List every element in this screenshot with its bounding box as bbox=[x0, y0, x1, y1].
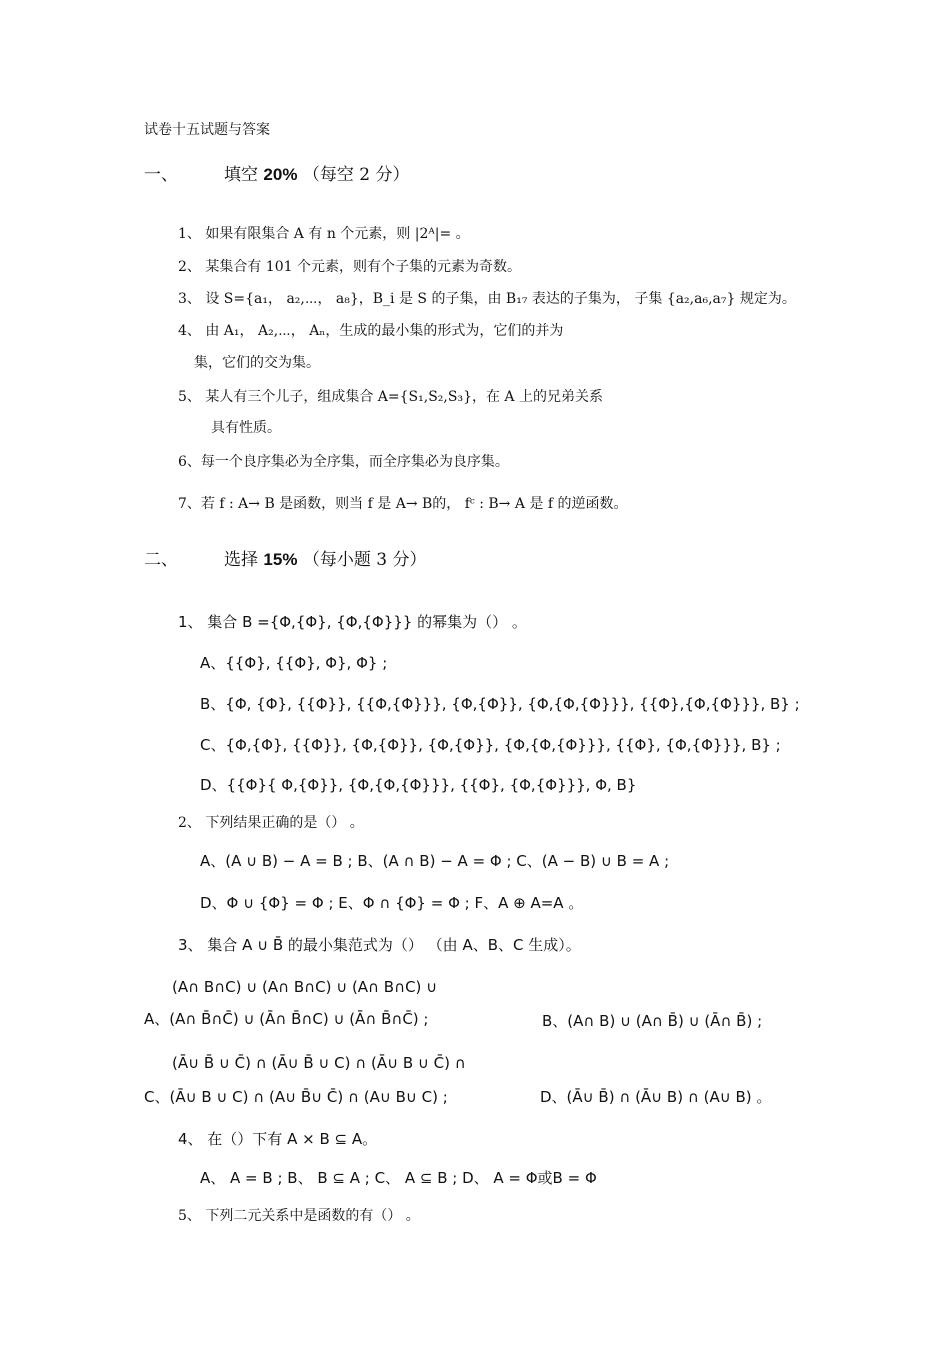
fill-question-5: 5、 某人有三个儿子，组成集合 A={S₁,S₂,S₃}，在 A 上的兄弟关系 bbox=[178, 389, 603, 405]
choice-q1-option-a: A、{{Φ}, {{Φ}, Φ}, Φ} ; bbox=[200, 654, 388, 672]
choice-q3-option-d: D、(Ā∪ B̄) ∩ (Ā∪ B) ∩ (A∪ B) 。 bbox=[540, 1088, 772, 1106]
choice-q3-option-a-line1: (A∩ B∩C) ∪ (A∩ B∩C) ∪ (A∩ B∩C) ∪ bbox=[172, 978, 438, 996]
fill-question-6: 6、每一个良序集必为全序集，而全序集必为良序集。 bbox=[178, 454, 509, 470]
fill-question-1: 1、 如果有限集合 A 有 n 个元素，则 |2ᴬ|= 。 bbox=[178, 226, 470, 242]
choice-q1-option-c: C、{Φ,{Φ}, {{Φ}}, {Φ,{Φ}}, {Φ,{Φ}}, {Φ,{Φ,{Φ}}}, {{Φ}, {Φ,{Φ}}}, B} ; bbox=[200, 736, 781, 754]
section-fill-heading bbox=[144, 163, 409, 187]
choice-q4-options: A、 A = B ; B、 B ⊆ A ; C、 A ⊆ B ; D、 A = Φ或B = Φ bbox=[200, 1169, 597, 1187]
fill-question-3: 3、 设 S={a₁， a₂,⋯， a₈}，B_i 是 S 的子集，由 B₁₇ 表达的子集为， 子集 {a₂,a₆,a₇} 规定为。 bbox=[178, 291, 796, 307]
choice-q2-options-def: D、Φ ∪ {Φ} = Φ ; E、Φ ∩ {Φ} = Φ ; F、A ⊕ A=A 。 bbox=[200, 894, 584, 912]
section-number: 二、 bbox=[144, 550, 178, 570]
section-title: 选择 bbox=[224, 550, 258, 570]
fill-question-2: 2、 某集合有 101 个元素，则有个子集的元素为奇数。 bbox=[178, 259, 521, 275]
section-percent: 20% bbox=[263, 165, 298, 184]
section-percent: 15% bbox=[263, 550, 298, 569]
choice-question-4: 4、 在（）下有 A × B ⊆ A。 bbox=[178, 1130, 378, 1148]
choice-question-2: 2、 下列结果正确的是（） 。 bbox=[178, 815, 364, 831]
section-number: 一、 bbox=[144, 165, 178, 185]
section-title: 填空 bbox=[224, 165, 258, 185]
fill-question-7: 7、若 f : A→ B 是函数，则当 f 是 A→ B的， fᶜ : B→ A 是 f 的逆函数。 bbox=[178, 496, 628, 512]
choice-question-5: 5、 下列二元关系中是函数的有（） 。 bbox=[178, 1208, 420, 1224]
choice-q3-option-c-line2: C、(Ā∪ B ∪ C) ∩ (A∪ B̄∪ C̄) ∩ (A∪ B∪ C) ; bbox=[144, 1088, 448, 1106]
choice-question-1: 1、 集合 B ={Φ,{Φ}, {Φ,{Φ}}} 的幂集为（） 。 bbox=[178, 613, 527, 631]
choice-q2-options-abc: A、(A ∪ B) − A = B ; B、(A ∩ B) − A = Φ ; C、(A − B) ∪ B = A ; bbox=[200, 852, 670, 870]
document-title: 试卷十五试题与答案 bbox=[144, 122, 270, 138]
fill-question-5-cont: 具有性质。 bbox=[211, 420, 281, 436]
choice-q3-option-a-line2: A、(A∩ B̄∩C̄) ∪ (Ā∩ B̄∩C) ∪ (Ā∩ B̄∩C̄) ; bbox=[144, 1010, 429, 1028]
section-note: （每小题 3 分） bbox=[302, 550, 427, 570]
fill-question-4: 4、 由 A₁， A₂,⋯， Aₙ，生成的最小集的形式为，它们的并为 bbox=[178, 323, 564, 339]
choice-q3-option-c-line1: (Ā∪ B̄ ∪ C̄) ∩ (Ā∪ B̄ ∪ C) ∩ (Ā∪ B ∪ C̄) ∩ bbox=[172, 1054, 466, 1072]
choice-question-3: 3、 集合 A ∪ B̄ 的最小集范式为（） （由 A、B、C 生成）。 bbox=[178, 936, 581, 954]
choice-q1-option-d: D、{{Φ}{ Φ,{Φ}}, {Φ,{Φ,{Φ}}}, {{Φ}, {Φ,{Φ}}}, Φ, B} bbox=[200, 776, 637, 794]
section-note: （每空 2 分） bbox=[302, 165, 410, 185]
fill-question-4-cont: 集，它们的交为集。 bbox=[194, 355, 320, 371]
choice-q1-option-b: B、{Φ, {Φ}, {{Φ}}, {{Φ,{Φ}}}, {Φ,{Φ}}, {Φ,{Φ,{Φ}}}, {{Φ},{Φ,{Φ}}}, B} ; bbox=[200, 695, 800, 713]
choice-q3-option-b: B、(A∩ B) ∪ (A∩ B̄) ∪ (Ā∩ B̄) ; bbox=[542, 1012, 763, 1030]
section-choice-heading bbox=[144, 548, 426, 572]
